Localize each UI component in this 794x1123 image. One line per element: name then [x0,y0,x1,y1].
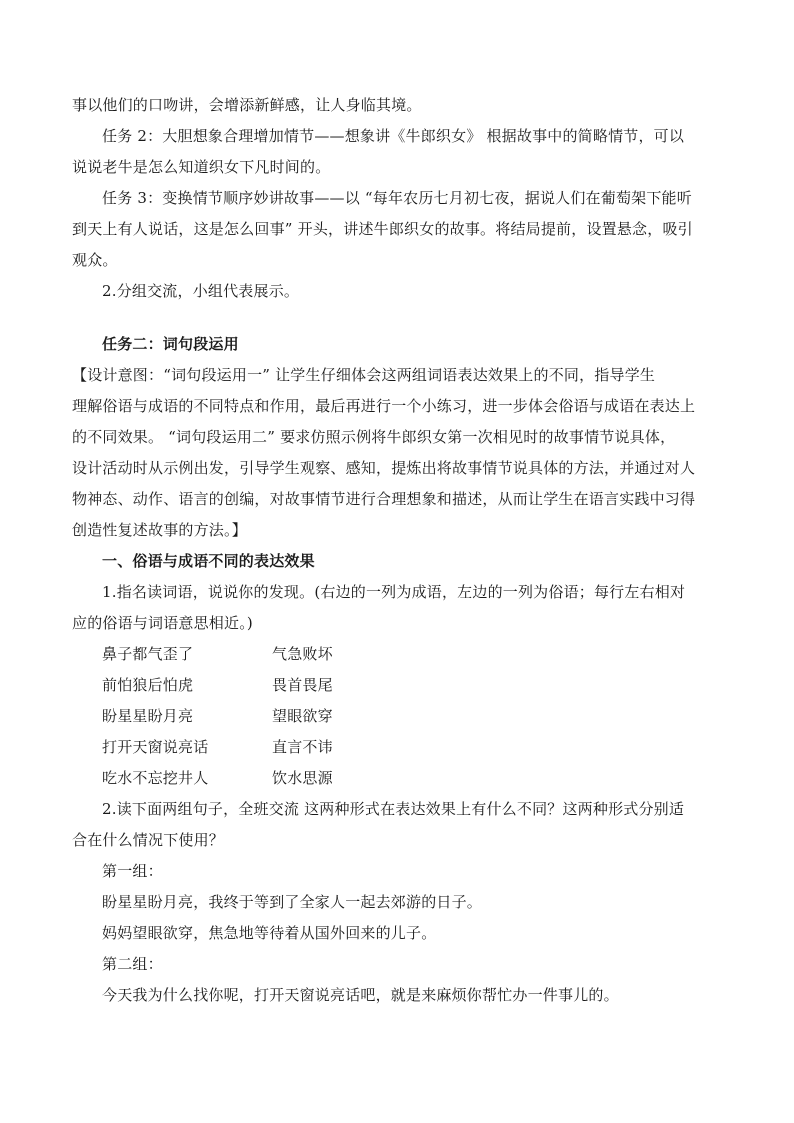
paragraph-line: 说说老牛是怎么知道织女下凡时间的。 [72,158,331,176]
task-2-line: 任务 2：大胆想象合理增加情节——想象讲《牛郎织女》 根据故事中的简略情节，可以 [102,127,685,145]
instruction-line: 应的俗语与词语意思相近。) [72,614,253,632]
section-heading: 任务二：词句段运用 [102,335,239,353]
idiom: 饮水思源 [272,769,333,787]
idiom: 直言不讳 [272,738,333,756]
task-3-line: 任务 3：变换情节顺序妙讲故事——以 “每年农历七月初七夜，据说人们在葡萄架下能听 [102,189,692,207]
proverb: 前怕狼后怕虎 [102,676,194,694]
word-pair-row [72,670,708,701]
paragraph-line: 观众。 [72,251,118,269]
instruction-line: 1.指名读词语，说说你的发现。(右边的一列为成语，左边的一列为俗语；每行左右相对 [102,583,686,601]
instruction-line: 合在什么情况下使用？ [72,831,225,849]
example-sentence: 盼星星盼月亮，我终于等到了全家人一起去郊游的日子。 [102,893,483,911]
word-pair-row [72,639,708,670]
idiom: 气急败坏 [272,645,333,663]
paragraph-line: 到天上有人说话，这是怎么回事” 开头，讲述牛郎织女的故事。将结局提前，设置悬念，吸引 [72,220,693,238]
design-intent-line: 【设计意图：“词句段运用一” 让学生仔细体会这两组词语表达效果上的不同，指导学生 [72,366,656,384]
example-sentence: 妈妈望眼欲穿，焦急地等待着从国外回来的儿子。 [102,924,437,942]
subsection-heading: 一、俗语与成语不同的表达效果 [102,552,315,570]
section-spacer [72,307,708,329]
idiom: 畏首畏尾 [272,676,333,694]
group-label: 第一组： [102,862,163,880]
word-pair-row [72,701,708,732]
group-exchange-line: 2.分组交流，小组代表展示。 [102,282,300,300]
design-intent-line: 创造性复述故事的方法。】 [72,521,247,539]
example-sentence: 今天我为什么找你呢，打开天窗说亮话吧，就是来麻烦你帮忙办一件事儿的。 [102,986,619,1004]
design-intent-line: 的不同效果。 “词句段运用二” 要求仿照示例将牛郎织女第一次相见时的故事情节说具体， [72,428,676,446]
word-pair-row [72,732,708,763]
instruction-line: 2.读下面两组句子，全班交流 这两种形式在表达效果上有什么不同？这两种形式分别适 [102,800,685,818]
word-pair-row [72,763,708,794]
proverb: 鼻子都气歪了 [102,645,194,663]
design-intent-line: 理解俗语与成语的不同特点和作用，最后再进行一个小练习，进一步体会俗语与成语在表达上 [72,397,696,415]
group-label: 第二组： [102,955,163,973]
design-intent-line: 物神态、动作、语言的创编，对故事情节进行合理想象和描述，从而让学生在语言实践中习得 [72,490,696,508]
proverb: 吃水不忘挖井人 [102,769,209,787]
proverb: 盼星星盼月亮 [102,707,194,725]
design-intent-line: 设计活动时从示例出发，引导学生观察、感知，提炼出将故事情节说具体的方法，并通过对人 [72,459,696,477]
proverb: 打开天窗说亮话 [102,738,209,756]
paragraph-line: 事以他们的口吻讲，会增添新鲜感，让人身临其境。 [72,96,422,114]
idiom: 望眼欲穿 [272,707,333,725]
